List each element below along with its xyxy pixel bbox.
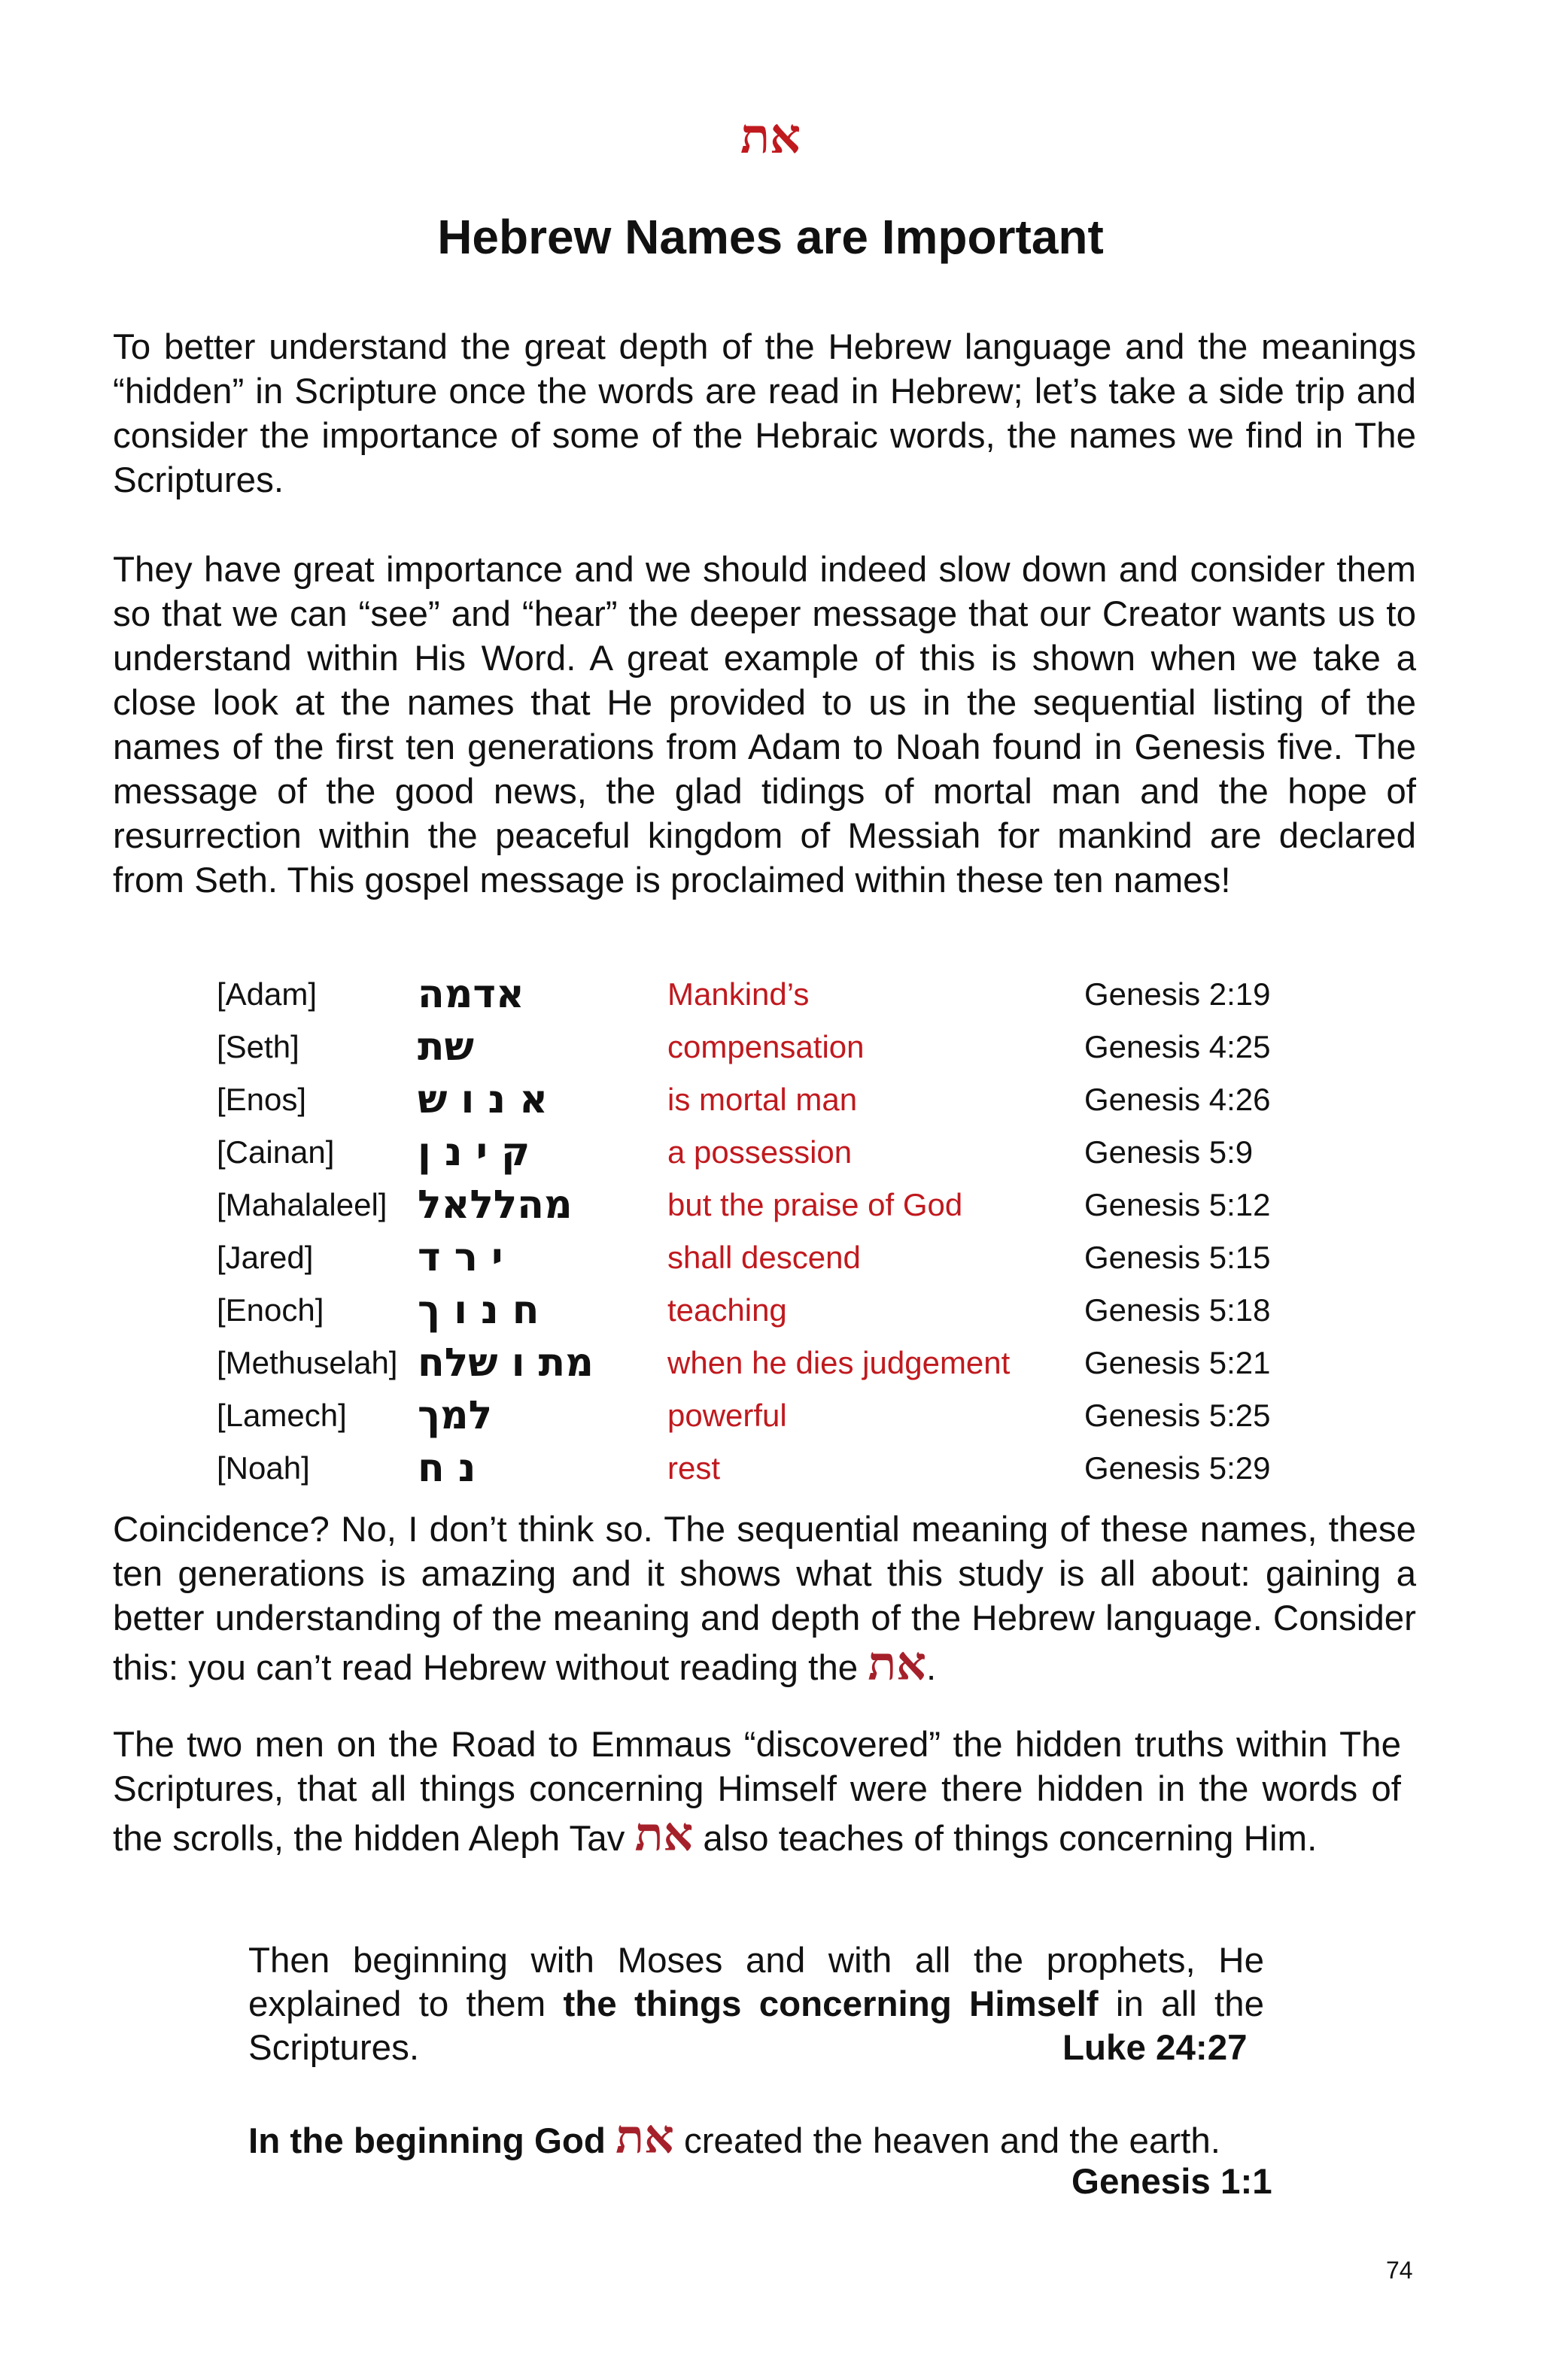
english-name: [Adam] (217, 976, 318, 1012)
hebrew-name: מהללאל (418, 1182, 573, 1228)
names-table (217, 970, 1345, 1497)
luke-quote-end: in all the Scriptures. (248, 1984, 1264, 2068)
genesis-quote-end: created the heaven and the earth. (673, 2121, 1220, 2161)
scripture-reference: Genesis 4:25 (1084, 1029, 1271, 1064)
genesis-quote-bold: In the beginning God (248, 2121, 616, 2161)
scripture-reference: Genesis 2:19 (1084, 976, 1271, 1012)
table-row (217, 1234, 1345, 1286)
hebrew-name: שת (418, 1025, 474, 1070)
name-meaning: powerful (667, 1398, 787, 1433)
genesis-reference: Genesis 1:1 (1071, 2162, 1272, 2202)
scripture-reference: Genesis 5:15 (1084, 1240, 1271, 1275)
english-name: [Lamech] (217, 1398, 347, 1433)
hebrew-name: י ר ד (418, 1235, 503, 1280)
name-meaning: but the praise of God (667, 1187, 963, 1222)
intro-paragraph: To better understand the great depth of the Hebrew language and the meanings “hidden” in Scripture once the words are read in Hebrew; let’s take a side trip and consider the importance of some of the Hebraic words, the names we find in The Scriptures. (113, 327, 1416, 500)
english-name: [Mahalaleel] (217, 1187, 388, 1222)
name-meaning: a possession (667, 1134, 853, 1170)
luke-reference: Luke 24:27 (1062, 2028, 1248, 2068)
scripture-reference: Genesis 5:25 (1084, 1398, 1271, 1433)
genesis-quote (248, 2109, 1264, 2164)
name-meaning: when he dies judgement (667, 1345, 1011, 1380)
scripture-reference: Genesis 5:18 (1084, 1292, 1271, 1328)
coincidence-end: . (926, 1648, 937, 1688)
english-name: [Cainan] (217, 1134, 335, 1170)
table-row (217, 1128, 1345, 1181)
scripture-reference: Genesis 5:21 (1084, 1345, 1271, 1380)
english-name: [Methuselah] (217, 1345, 398, 1380)
aleph-tav-glyph: את (634, 1807, 694, 1862)
hebrew-name: למך (418, 1393, 493, 1438)
hebrew-name: נ ח (418, 1446, 476, 1491)
page-title: Hebrew Names are Important (437, 210, 1104, 264)
hebrew-name: א נ ו ש (418, 1077, 549, 1122)
table-row (217, 1392, 1345, 1444)
emmaus-text: The two men on the Road to Emmaus “discovered” the hidden truths within The Scriptures, that all things concerning Himself were there hidden in the words of the scrolls, the hidden Aleph Tav (113, 1725, 1401, 1859)
coincidence-text: Coincidence? No, I don’t think so. The sequential meaning of these names, these ten generations is amazing and it shows what this study is all about: gaining a better understanding of the meaning and depth of the Hebrew language. Consider this: you can’t read Hebrew without reading the (113, 1510, 1416, 1688)
name-meaning: compensation (667, 1029, 865, 1064)
hebrew-name: ק י נ ן (418, 1130, 530, 1175)
emmaus-paragraph (113, 1723, 1401, 1861)
english-name: [Enos] (217, 1082, 307, 1117)
hebrew-name: מת ו שלח (418, 1340, 594, 1386)
table-row (217, 970, 1345, 1023)
english-name: [Enoch] (217, 1292, 324, 1328)
scripture-reference: Genesis 5:9 (1084, 1134, 1254, 1170)
aleph-tav-glyph: את (615, 2109, 674, 2164)
table-row (217, 1444, 1345, 1497)
english-name: [Noah] (217, 1450, 310, 1486)
emmaus-end: also teaches of things concerning Him. (693, 1819, 1318, 1859)
table-row (217, 1286, 1345, 1339)
table-row (217, 1076, 1345, 1128)
hebrew-name: אדמה (418, 972, 524, 1017)
name-meaning: rest (667, 1450, 721, 1486)
aleph-tav-logo (0, 108, 1541, 165)
name-meaning: Mankind’s (667, 976, 810, 1012)
importance-paragraph: They have great importance and we should indeed slow down and consider them so that we can “see” and “hear” the deeper message that our Creator wants us to understand within His Word. A great example of this is shown when we take a close look at the names that He provided to us in the sequential listing of the names of the first ten generations from Adam to Noah found in Genesis five. The message of the good news, the glad tidings of mortal man and the hope of resurrection within the peaceful kingdom of Messiah for mankind are declared from Seth. This gospel message is proclaimed within these ten names! (113, 550, 1416, 900)
scripture-reference: Genesis 5:12 (1084, 1187, 1271, 1222)
english-name: [Seth] (217, 1029, 299, 1064)
aleph-tav-glyph: את (868, 1636, 926, 1691)
name-meaning: teaching (667, 1292, 787, 1328)
scripture-reference: Genesis 5:29 (1084, 1450, 1271, 1486)
scripture-reference: Genesis 4:26 (1084, 1082, 1271, 1117)
aleph-tav-glyph: את (740, 108, 801, 165)
table-row (217, 1181, 1345, 1234)
luke-quote-bold: the things concerning Himself (563, 1984, 1099, 2024)
hebrew-name: ח נ ו ך (418, 1288, 540, 1333)
table-row (217, 1339, 1345, 1392)
table-row (217, 1023, 1345, 1076)
name-meaning: is mortal man (667, 1082, 858, 1117)
english-name: [Jared] (217, 1240, 314, 1275)
luke-quote-text: Then beginning with Moses and with all the prophets, He explained to them (248, 1941, 1264, 2024)
coincidence-paragraph (113, 1507, 1416, 1690)
name-meaning: shall descend (667, 1240, 861, 1275)
page-number: 74 (1386, 2257, 1413, 2284)
